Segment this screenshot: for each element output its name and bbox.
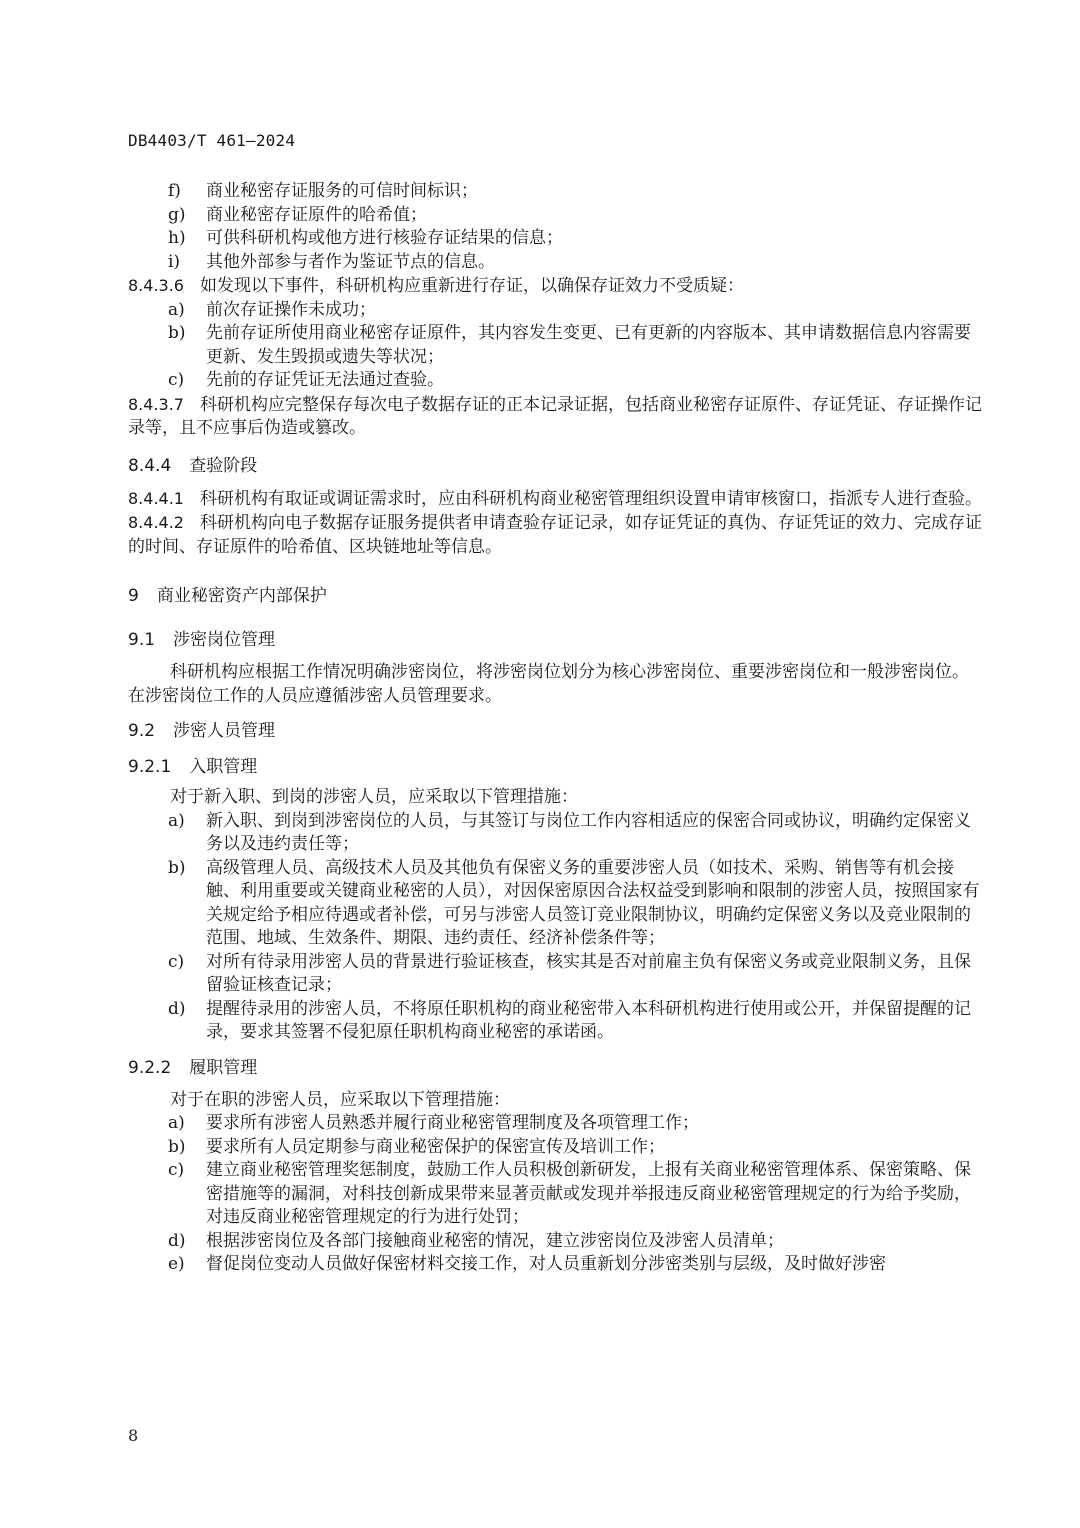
list-text: 先前的存证凭证无法通过查验。 xyxy=(206,370,444,390)
document-code: DB4403/T 461—2024 xyxy=(128,131,296,150)
heading-8-4-4 xyxy=(128,453,983,479)
list-marker: a) xyxy=(168,299,185,320)
list-item xyxy=(128,1136,983,1160)
page-number: 8 xyxy=(128,1426,139,1445)
list-item xyxy=(128,810,983,857)
list-marker: g) xyxy=(168,204,186,225)
heading-text: 涉密人员管理 xyxy=(173,721,276,741)
list-marker: d) xyxy=(168,998,186,1019)
list-text: 商业秘密存证服务的可信时间标识； xyxy=(206,181,478,201)
paragraph-9-2-2: 对于在职的涉密人员，应采取以下管理措施： xyxy=(170,1089,510,1110)
clause-8-4-4-2 xyxy=(128,511,983,559)
list-item xyxy=(128,251,983,275)
clause-text: 科研机构应完整保存每次电子数据存证的正本记录证据，包括商业秘密存证原件、存证凭证、存证操作记录等，且不应事后伪造或篡改。 xyxy=(128,394,982,438)
list-marker: a) xyxy=(168,810,185,831)
list-text: 要求所有人员定期参与商业秘密保护的保密宣传及培训工作； xyxy=(206,1136,665,1157)
clause-8-4-3-6 xyxy=(128,274,983,299)
clause-text: 科研机构有取证或调证需求时，应由科研机构商业秘密管理组织设置申请审核窗口，指派专人进行查验。 xyxy=(199,488,982,509)
clause-8-4-4-1 xyxy=(128,487,983,512)
list-marker: f) xyxy=(168,181,181,201)
heading-number: 9.2.2 xyxy=(128,1057,172,1078)
heading-number: 9 xyxy=(128,586,139,606)
list-item xyxy=(128,998,983,1045)
list-marker: d) xyxy=(168,1230,186,1251)
list-marker: b) xyxy=(168,323,186,343)
heading-number: 9.1 xyxy=(128,630,156,650)
clause-number: 8.4.4.2 xyxy=(128,513,184,532)
list-item xyxy=(128,299,983,323)
list-item xyxy=(128,204,983,228)
heading-text: 涉密岗位管理 xyxy=(173,630,276,650)
list-text: 根据涉密岗位及各部门接触商业秘密的情况，建立涉密岗位及涉密人员清单； xyxy=(206,1230,784,1251)
heading-9-1 xyxy=(128,627,983,653)
list-text: 商业秘密存证原件的哈希值； xyxy=(206,204,427,225)
heading-text: 入职管理 xyxy=(189,757,258,777)
heading-text: 履职管理 xyxy=(189,1057,258,1078)
heading-9-2-1 xyxy=(128,754,983,780)
heading-number: 9.2.1 xyxy=(128,757,172,777)
list-item xyxy=(128,369,983,393)
list-f-i xyxy=(128,180,983,274)
list-text: 高级管理人员、高级技术人员及其他负有保密义务的重要涉密人员（如技术、采购、销售等有机会接触、利用重要或关键商业秘密的人员），对因保密原因合法权益受到影响和限制的涉密人员，按照国家有关规定给予相应待遇或者补偿，可另与涉密人员签订竞业限制协议，明确约定保密义务以及竞业限制的范围、地域、生效条件、期限、违约责任、经济补偿条件等； xyxy=(206,857,980,948)
clause-text: 如发现以下事件，科研机构应重新进行存证，以确保存证效力不受质疑： xyxy=(199,276,744,296)
list-marker: a) xyxy=(168,1113,185,1133)
list-text: 新入职、到岗到涉密岗位的人员，与其签订与岗位工作内容相适应的保密合同或协议，明确约定保密义务以及违约责任等； xyxy=(206,810,971,854)
list-item xyxy=(128,1112,983,1136)
list-marker: i) xyxy=(168,251,181,272)
list-marker: c) xyxy=(168,1160,185,1180)
heading-number: 8.4.4 xyxy=(128,455,172,476)
clause-8-4-3-7 xyxy=(128,393,983,441)
list-item xyxy=(128,1230,983,1254)
list-marker: b) xyxy=(168,857,186,878)
list-text: 其他外部参与者作为鉴证节点的信息。 xyxy=(206,251,495,272)
page-content xyxy=(128,180,983,1277)
heading-text: 查验阶段 xyxy=(189,455,258,476)
list-item xyxy=(128,227,983,251)
list-marker: e) xyxy=(168,1254,185,1274)
heading-9-2 xyxy=(128,718,983,744)
list-text: 先前存证所使用商业秘密存证原件，其内容发生变更、已有更新的内容版本、其申请数据信息内容需要更新、发生毁损或遗失等状况； xyxy=(206,323,971,367)
clause-number: 8.4.4.1 xyxy=(128,488,184,508)
list-text: 建立商业秘密管理奖惩制度，鼓励工作人员积极创新研发，上报有关商业秘密管理体系、保密策略、保密措施等的漏洞，对科技创新成果带来显著贡献或发现并举报违反商业秘密管理规定的行为给予奖励，对违反商业秘密管理规定的行为进行处罚； xyxy=(206,1160,971,1227)
list-text: 对所有待录用涉密人员的背景进行验证核查，核实其是否对前雇主负有保密义务或竞业限制义务，且保留验证核查记录； xyxy=(206,951,971,995)
list-8-4-3-6 xyxy=(128,299,983,393)
heading-text: 商业秘密资产内部保护 xyxy=(156,586,327,606)
heading-9 xyxy=(128,583,983,609)
clause-number: 8.4.3.6 xyxy=(128,276,184,295)
list-item xyxy=(128,1159,983,1230)
heading-9-2-2 xyxy=(128,1055,983,1081)
list-text: 要求所有涉密人员熟悉并履行商业秘密管理制度及各项管理工作； xyxy=(206,1113,699,1133)
list-item xyxy=(128,180,983,204)
list-item xyxy=(128,951,983,998)
paragraph-9-1: 科研机构应根据工作情况明确涉密岗位，将涉密岗位划分为核心涉密岗位、重要涉密岗位和一般涉密岗位。在涉密岗位工作的人员应遵循涉密人员管理要求。 xyxy=(128,662,969,706)
list-marker: c) xyxy=(168,951,185,972)
paragraph-9-2-1: 对于新入职、到岗的涉密人员，应采取以下管理措施： xyxy=(170,787,578,807)
list-text: 前次存证操作未成功； xyxy=(206,299,376,320)
list-marker: c) xyxy=(168,370,185,390)
heading-number: 9.2 xyxy=(128,721,156,741)
list-9-2-1 xyxy=(128,810,983,1045)
list-marker: b) xyxy=(168,1136,186,1157)
clause-number: 8.4.3.7 xyxy=(128,394,184,414)
list-9-2-2 xyxy=(128,1112,983,1277)
list-text: 督促岗位变动人员做好保密材料交接工作，对人员重新划分涉密类别与层级，及时做好涉密 xyxy=(206,1254,886,1274)
list-marker: h) xyxy=(168,228,186,248)
list-text: 可供科研机构或他方进行核验存证结果的信息； xyxy=(206,228,563,248)
list-item xyxy=(128,1253,983,1277)
list-item xyxy=(128,857,983,951)
clause-text: 科研机构向电子数据存证服务提供者申请查验存证记录，如存证凭证的真伪、存证凭证的效力、完成存证的时间、存证原件的哈希值、区块链地址等信息。 xyxy=(128,513,982,557)
list-text: 提醒待录用的涉密人员，不将原任职机构的商业秘密带入本科研机构进行使用或公开，并保留提醒的记录，要求其签署不侵犯原任职机构商业秘密的承诺函。 xyxy=(206,998,971,1042)
list-item xyxy=(128,322,983,369)
